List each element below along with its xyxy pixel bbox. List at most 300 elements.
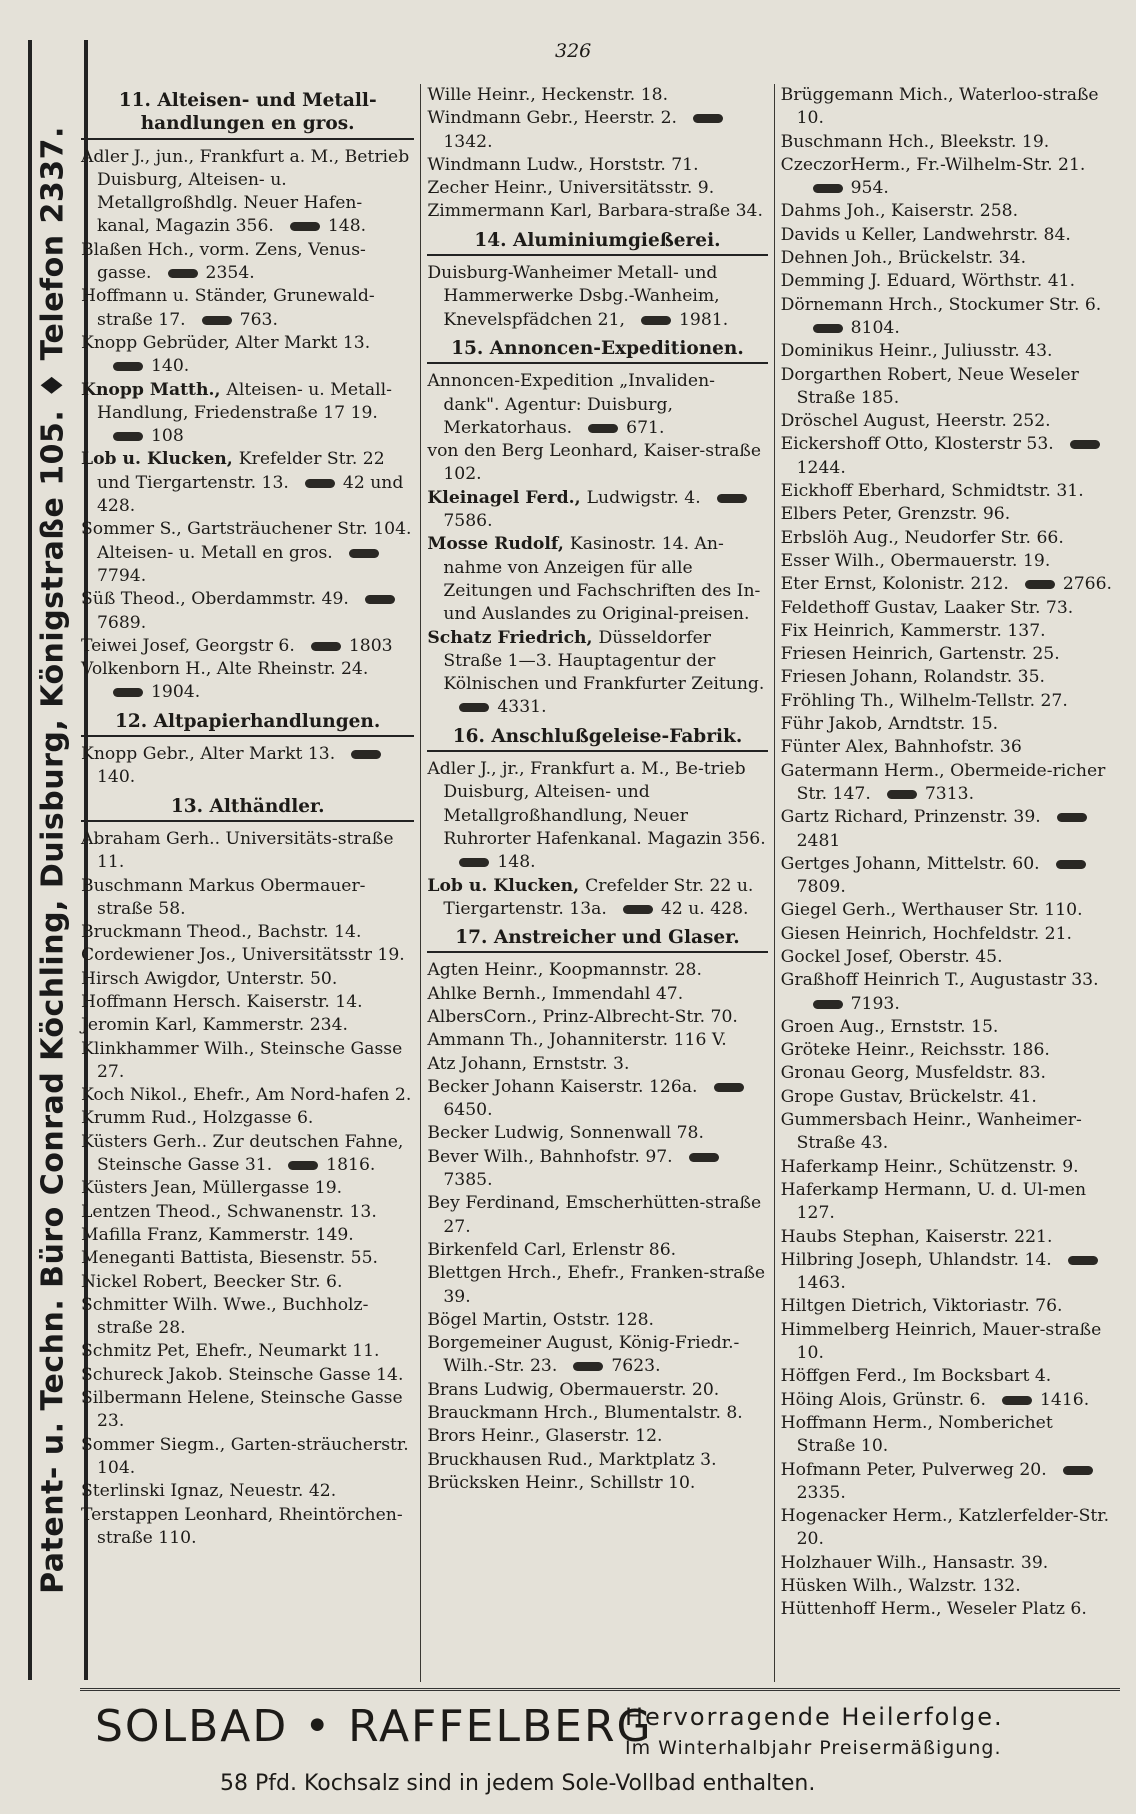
entry-text: Duisburg-Wanheimer Metall- und Hammerwerke Dsbg.-Wanheim, Knevelspfädchen 21, — [427, 263, 720, 330]
telephone-number: 140. — [97, 767, 136, 788]
directory-entry — [81, 1201, 414, 1224]
directory-entry — [427, 959, 767, 982]
directory-entry — [81, 635, 414, 658]
section-heading-line: 16. Anschlußgeleise-Fabrik. — [452, 725, 743, 747]
telephone-number: 2481 — [796, 830, 841, 851]
section-heading-line: 17. Anstreicher und Glaser. — [455, 927, 740, 949]
entry-text: Führ Jakob, Arndtstr. 15. — [780, 714, 999, 735]
directory-entry — [427, 1379, 767, 1402]
directory-entry — [81, 1480, 414, 1503]
directory-entry — [81, 1038, 414, 1085]
directory-entry — [427, 1425, 767, 1448]
directory-entry — [781, 760, 1114, 807]
entry-text: Friesen Johann, Rolandstr. 35. — [780, 667, 1045, 688]
directory-entry — [81, 1084, 414, 1107]
telephone-icon — [288, 1161, 318, 1170]
telephone-icon — [693, 114, 723, 123]
telephone-icon — [588, 424, 618, 433]
telephone-icon — [641, 316, 671, 325]
entry-text: Ludwigstr. 4. — [586, 487, 701, 508]
entry-text: Meneganti Battista, Biesenstr. 55. — [81, 1248, 378, 1269]
directory-entry — [427, 487, 767, 534]
directory-entry — [81, 944, 414, 967]
directory-entry — [781, 84, 1114, 131]
entry-text: Bögel Martin, Oststr. 128. — [427, 1309, 655, 1330]
entry-text: Krefelder Str. 22 und Tiergartenstr. 13. — [97, 449, 385, 493]
directory-entry — [81, 285, 414, 332]
directory-entry — [81, 1107, 414, 1130]
footer-subline: Im Winterhalbjahr Preisermäßigung. — [625, 1737, 1002, 1759]
entry-text: Graßhoff Heinrich T., Augustastr 33. — [780, 970, 1099, 991]
directory-entry — [781, 224, 1114, 247]
entry-text: Bruckhausen Rud., Marktplatz 3. — [427, 1449, 717, 1470]
telephone-icon — [1002, 1396, 1032, 1405]
directory-entry — [427, 1449, 767, 1472]
directory-entry — [781, 1226, 1114, 1249]
telephone-icon — [459, 703, 489, 712]
directory-entry — [781, 247, 1114, 270]
entry-text: Blaßen Hch., vorm. Zens, Venus-gasse. — [81, 239, 366, 284]
entry-text: Wille Heinr., Heckenstr. 18. — [427, 85, 669, 105]
entry-text: Hoffmann Hersch. Kaiserstr. 14. — [81, 991, 363, 1012]
entry-text: Cordewiener Jos., Universitätsstr 19. — [81, 945, 405, 966]
entry-text: Hüttenhoff Herm., Weseler Platz 6. — [780, 1599, 1087, 1620]
entry-text: Haferkamp Heinr., Schützenstr. 9. — [780, 1156, 1079, 1177]
directory-entry — [81, 921, 414, 944]
entry-text: Schmitter Wilh. Wwe., Buchholz-straße 28. — [81, 1294, 369, 1339]
section-heading — [427, 722, 767, 752]
entry-text: Schmitz Pet, Ehefr., Neumarkt 11. — [81, 1341, 380, 1362]
telephone-icon — [887, 790, 917, 799]
telephone-icon — [202, 316, 232, 325]
entry-text: Sommer Siegm., Garten-sträucherstr. 104. — [81, 1434, 409, 1478]
entry-text: Gartz Richard, Prinzenstr. 39. — [780, 807, 1041, 828]
entry-text: CzeczorHerm., Fr.-Wilhelm-Str. 21. — [780, 154, 1086, 175]
directory-entry — [781, 527, 1114, 550]
telephone-number: 1463. — [796, 1273, 846, 1294]
column-2 — [421, 84, 774, 1682]
entry-text: Krumm Rud., Holzgasse 6. — [81, 1108, 314, 1129]
entry-text: Dominikus Heinr., Juliusstr. 43. — [780, 341, 1053, 362]
telephone-number: 2335. — [796, 1482, 846, 1503]
telephone-number: 42 u. 428. — [660, 898, 749, 919]
telephone-number: 1244. — [796, 457, 846, 478]
directory-entry — [781, 1319, 1114, 1366]
entry-text: Borgemeiner August, König-Friedr.-Wilh.-Str. 23. — [427, 1333, 740, 1377]
telephone-icon — [1025, 580, 1055, 589]
telephone-number: 1904. — [151, 682, 201, 703]
directory-entry — [781, 573, 1114, 596]
page-number: 326 — [555, 40, 592, 62]
section-heading-line: handlungen en gros. — [140, 113, 355, 135]
directory-entry — [781, 690, 1114, 713]
entry-text: Demming J. Eduard, Wörthstr. 41. — [780, 271, 1076, 292]
telephone-icon — [813, 324, 843, 333]
entry-text: Becker Ludwig, Sonnenwall 78. — [427, 1123, 704, 1144]
entry-text: Ahlke Bernh., Immendahl 47. — [427, 983, 684, 1004]
entry-text: Teiwei Josef, Georgstr 6. — [81, 635, 295, 656]
directory-entry — [427, 983, 767, 1006]
telephone-icon — [813, 184, 843, 193]
directory-entry — [81, 588, 414, 635]
directory-entry — [781, 666, 1114, 689]
entry-text: Brors Heinr., Glaserstr. 12. — [427, 1426, 663, 1447]
telephone-number: 1816. — [326, 1155, 376, 1176]
entry-text: Küsters Jean, Müllergasse 19. — [81, 1178, 343, 1199]
directory-entry — [81, 1504, 414, 1551]
telephone-number: 6450. — [443, 1100, 493, 1121]
entry-text: Buschmann Hch., Bleekstr. 19. — [780, 131, 1050, 152]
telephone-number: 7623. — [611, 1356, 661, 1377]
directory-entry — [81, 332, 414, 379]
entry-text: Windmann Ludw., Horststr. 71. — [427, 154, 699, 175]
entry-text: Eickershoff Otto, Klosterstr 53. — [780, 434, 1054, 455]
telephone-number: 7689. — [97, 612, 147, 633]
telephone-icon — [168, 269, 198, 278]
footer-note: 58 Pfd. Kochsalz sind in jedem Sole-Vollbad enthalten. — [220, 1771, 816, 1796]
directory-entry — [81, 1294, 414, 1341]
directory-entry — [781, 364, 1114, 411]
entry-text: Knopp Gebrüder, Alter Markt 13. — [81, 332, 371, 353]
directory-entry — [427, 1053, 767, 1076]
telephone-number: 4331. — [497, 697, 547, 718]
telephone-icon — [717, 494, 747, 503]
entry-text: Volkenborn H., Alte Rheinstr. 24. — [81, 659, 369, 680]
entry-text: Groen Aug., Ernststr. 15. — [780, 1016, 999, 1037]
directory-entry — [81, 239, 414, 286]
directory-entry — [781, 1086, 1114, 1109]
entry-text: Davids u Keller, Landwehrstr. 84. — [780, 224, 1071, 245]
entry-text: Esser Wilh., Obermauerstr. 19. — [780, 550, 1051, 571]
entry-text: Eickhoff Eberhard, Schmidtstr. 31. — [780, 481, 1084, 502]
entry-text: Höffgen Ferd., Im Bocksbart 4. — [780, 1366, 1052, 1387]
footer-advertisement — [80, 1688, 1120, 1811]
entry-name-bold: Kleinagel Ferd., — [427, 487, 587, 508]
entry-text: Klinkhammer Wilh., Steinsche Gasse 27. — [81, 1038, 403, 1082]
directory-entry — [781, 1598, 1114, 1621]
directory-entry — [781, 597, 1114, 620]
entry-text: Giesen Heinrich, Hochfeldstr. 21. — [780, 923, 1072, 944]
telephone-number: 108 — [151, 426, 184, 447]
directory-entry — [781, 154, 1114, 201]
directory-entry — [781, 923, 1114, 946]
entry-text: Adler J., jr., Frankfurt a. M., Be-trieb Duisburg, Alteisen- und Metallgroßhandlung, Neuer Ruhrorter Hafenkanal. Magazin 356. — [427, 759, 766, 849]
telephone-number: 954. — [850, 178, 889, 199]
entry-text: Agten Heinr., Koopmannstr. 28. — [427, 960, 702, 981]
directory-entry — [81, 1271, 414, 1294]
directory-entry — [427, 154, 767, 177]
directory-entry — [427, 84, 767, 107]
telephone-icon — [623, 905, 653, 914]
telephone-icon — [689, 1153, 719, 1162]
directory-entry — [781, 1179, 1114, 1226]
directory-entry — [427, 1122, 767, 1145]
telephone-icon — [349, 549, 379, 558]
telephone-number: 671. — [626, 417, 665, 438]
telephone-number: 7313. — [924, 783, 975, 804]
footer-headline: Hervorragende Heilerfolge. — [625, 1703, 1004, 1731]
directory-entry — [781, 620, 1114, 643]
footer-brand: SOLBAD • RAFFELBERG — [95, 1701, 653, 1752]
side-rule — [28, 40, 32, 1680]
telephone-number: 7809. — [796, 877, 846, 898]
telephone-number: 2766. — [1062, 574, 1113, 595]
entry-text: Kasinostr. 14. An-nahme von Anzeigen für alle Zeitungen und Fachschriften des In- und Auslandes zu Original-preisen. — [443, 534, 761, 625]
directory-columns — [75, 84, 1120, 1682]
directory-entry — [781, 853, 1114, 900]
telephone-number: 8104. — [850, 317, 900, 338]
directory-entry — [781, 736, 1114, 759]
entry-text: Giegel Gerh., Werthauser Str. 110. — [780, 900, 1083, 921]
entry-text: Küsters Gerh.. Zur deutschen Fahne, Steinsche Gasse 31. — [81, 1131, 404, 1176]
telephone-icon — [714, 1083, 744, 1092]
entry-text: Fix Heinrich, Kammerstr. 137. — [780, 620, 1046, 641]
entry-text: Dahms Joh., Kaiserstr. 258. — [780, 201, 1019, 222]
entry-text: Gummersbach Heinr., Wanheimer-Straße 43. — [780, 1110, 1082, 1154]
entry-text: Gatermann Herm., Obermeide-richer Str. 147. — [780, 760, 1106, 804]
directory-entry — [781, 550, 1114, 573]
directory-entry — [427, 177, 767, 200]
telephone-icon — [573, 1362, 603, 1371]
entry-text: Brans Ludwig, Obermauerstr. 20. — [427, 1379, 720, 1400]
telephone-number: 148. — [327, 216, 367, 237]
telephone-icon — [1057, 813, 1087, 822]
entry-text: Hiltgen Dietrich, Viktoriastr. 76. — [780, 1296, 1063, 1317]
telephone-number: 2354. — [205, 263, 255, 284]
directory-entry — [781, 410, 1114, 433]
section-heading — [427, 923, 767, 953]
telephone-number: 7193. — [850, 993, 900, 1014]
directory-entry — [81, 743, 414, 790]
side-advertisement-text: Patent- u. Techn. Büro Conrad Köchling, Duisburg, Königstraße 105. ♦ Telefon 2337. — [35, 126, 71, 1594]
directory-entry — [81, 875, 414, 922]
directory-entry — [427, 370, 767, 440]
directory-entry — [81, 1247, 414, 1270]
entry-text: Knopp Gebr., Alter Markt 13. — [81, 744, 336, 765]
directory-entry — [81, 1224, 414, 1247]
entry-text: Silbermann Helene, Steinsche Gasse 23. — [81, 1388, 403, 1432]
entry-text: Adler J., jun., Frankfurt a. M., Betrieb Duisburg, Alteisen- u. Metallgroßhdlg. Neuer Hafen-kanal, Magazin 356. — [81, 146, 410, 237]
directory-entry — [781, 1552, 1114, 1575]
directory-entry — [781, 643, 1114, 666]
directory-entry — [781, 1249, 1114, 1296]
directory-entry — [427, 1006, 767, 1029]
section-heading — [81, 707, 414, 737]
entry-name-bold: Mosse Rudolf, — [427, 534, 570, 555]
directory-entry — [427, 107, 767, 154]
directory-entry — [81, 1364, 414, 1387]
entry-name-bold: Knopp Matth., — [81, 379, 227, 400]
entry-text: Crefelder Str. 22 u. Tiergartenstr. 13a. — [443, 875, 754, 919]
entry-text: Sterlinski Ignaz, Neuestr. 42. — [81, 1481, 337, 1502]
entry-text: Zecher Heinr., Universitätsstr. 9. — [427, 178, 715, 199]
directory-entry — [427, 1402, 767, 1425]
directory-entry — [427, 1262, 767, 1309]
section-heading-line: 14. Aluminiumgießerei. — [474, 229, 721, 251]
directory-entry — [781, 480, 1114, 503]
telephone-icon — [113, 432, 143, 441]
directory-entry — [781, 1575, 1114, 1598]
entry-text: Erbslöh Aug., Neudorfer Str. 66. — [780, 527, 1064, 548]
entry-text: Nickel Robert, Beecker Str. 6. — [81, 1271, 343, 1292]
entry-text: Friesen Heinrich, Gartenstr. 25. — [780, 644, 1060, 665]
section-heading-line: 12. Altpapierhandlungen. — [115, 710, 381, 732]
entry-text: Windmann Gebr., Heerstr. 2. — [427, 108, 677, 129]
directory-entry — [781, 294, 1114, 341]
telephone-icon — [1070, 440, 1100, 449]
telephone-icon — [351, 750, 381, 759]
directory-entry — [81, 379, 414, 449]
directory-entry — [781, 1156, 1114, 1179]
telephone-icon — [113, 688, 143, 697]
entry-text: Haubs Stephan, Kaiserstr. 221. — [780, 1226, 1053, 1247]
entry-text: Schureck Jakob. Steinsche Gasse 14. — [81, 1364, 404, 1385]
telephone-icon — [459, 858, 489, 867]
section-heading — [427, 226, 767, 256]
entry-text: Dörnemann Hrch., Stockumer Str. 6. — [780, 294, 1102, 315]
telephone-number: 7586. — [443, 511, 493, 532]
directory-entry — [81, 518, 414, 588]
directory-entry — [427, 1239, 767, 1262]
entry-name-bold: Lob u. Klucken, — [81, 449, 239, 470]
entry-text: Hirsch Awigdor, Unterstr. 50. — [81, 968, 338, 989]
entry-text: Sommer S., Gartsträuchener Str. 104. Alteisen- u. Metall en gros. — [81, 519, 412, 563]
directory-entry — [81, 1434, 414, 1481]
entry-text: Atz Johann, Ernststr. 3. — [427, 1053, 630, 1074]
telephone-number: 1803 — [348, 635, 393, 656]
directory-entry — [427, 1472, 767, 1495]
directory-entry — [81, 991, 414, 1014]
entry-text: Haferkamp Hermann, U. d. Ul-men 127. — [780, 1179, 1087, 1224]
section-heading-line: 11. Alteisen- und Metall- — [118, 90, 377, 111]
entry-name-bold: Lob u. Klucken, — [427, 875, 586, 896]
column-3 — [775, 84, 1120, 1682]
telephone-icon — [113, 362, 143, 371]
directory-entry — [781, 270, 1114, 293]
directory-entry — [781, 131, 1114, 154]
telephone-icon — [1056, 860, 1086, 869]
directory-entry — [427, 200, 767, 223]
directory-entry — [781, 1062, 1114, 1085]
entry-text: Holzhauer Wilh., Hansastr. 39. — [780, 1552, 1049, 1573]
directory-entry — [427, 1192, 767, 1239]
directory-entry — [781, 1016, 1114, 1039]
entry-text: Alteisen- u. Metall-Handlung, Friedenstraße 17 19. — [97, 379, 392, 423]
entry-text: Grope Gustav, Brückelstr. 41. — [780, 1086, 1037, 1107]
entry-text: Mafilla Franz, Kammerstr. 149. — [81, 1224, 354, 1245]
directory-entry — [81, 658, 414, 705]
telephone-number: 763. — [239, 309, 278, 330]
directory-entry — [427, 1332, 767, 1379]
directory-entry — [781, 1412, 1114, 1459]
telephone-number: 7385. — [443, 1170, 493, 1191]
entry-text: Dorgarthen Robert, Neue Weseler Straße 185. — [780, 364, 1079, 408]
telephone-icon — [365, 595, 395, 604]
entry-text: Hogenacker Herm., Katzlerfelder-Str. 20. — [780, 1506, 1110, 1550]
directory-entry — [81, 448, 414, 518]
directory-entry — [781, 1389, 1114, 1412]
entry-text: Annoncen-Expedition „Invaliden-dank". Agentur: Duisburg, Merkatorhaus. — [427, 371, 715, 438]
directory-entry — [81, 1340, 414, 1363]
directory-entry — [427, 533, 767, 626]
entry-text: Zimmermann Karl, Barbara-straße 34. — [427, 201, 763, 222]
entry-text: Fünter Alex, Bahnhofstr. 36 — [780, 737, 1022, 758]
directory-entry — [427, 758, 767, 874]
directory-entry — [781, 1039, 1114, 1062]
column-1 — [75, 84, 421, 1682]
section-heading — [427, 334, 767, 364]
directory-entry — [427, 1029, 767, 1052]
entry-text: Brauckmann Hrch., Blumentalstr. 8. — [427, 1403, 743, 1424]
entry-text: Fröhling Th., Wilhelm-Tellstr. 27. — [780, 690, 1068, 711]
directory-entry — [81, 1387, 414, 1434]
telephone-icon — [311, 642, 341, 651]
section-heading-line: 13. Althändler. — [170, 795, 325, 817]
directory-entry — [781, 1295, 1114, 1318]
directory-entry — [427, 262, 767, 332]
entry-text: Düsseldorfer Straße 1—3. Hauptagentur der Kölnischen und Frankfurter Zeitung. — [443, 627, 765, 695]
entry-text: Himmelberg Heinrich, Mauer-straße 10. — [780, 1319, 1102, 1364]
telephone-icon — [1068, 1256, 1098, 1265]
entry-text: AlbersCorn., Prinz-Albrecht-Str. 70. — [427, 1006, 738, 1027]
directory-entry — [427, 627, 767, 720]
directory-entry — [781, 340, 1114, 363]
entry-text: Hoffmann u. Ständer, Grunewald-straße 17. — [81, 286, 375, 330]
entry-text: Brücksken Heinr., Schillstr 10. — [427, 1472, 696, 1493]
entry-text: Bever Wilh., Bahnhofstr. 97. — [427, 1146, 673, 1167]
entry-text: Dröschel August, Heerstr. 252. — [780, 411, 1051, 432]
directory-entry — [427, 440, 767, 487]
entry-text: Buschmann Markus Obermauer-straße 58. — [81, 875, 366, 919]
telephone-icon — [813, 1000, 843, 1009]
directory-entry — [781, 1109, 1114, 1156]
entry-text: Hofmann Peter, Pulverweg 20. — [780, 1459, 1047, 1480]
directory-entry — [81, 828, 414, 875]
entry-text: Terstappen Leonhard, Rheintörchen-straße 110. — [81, 1504, 403, 1548]
entry-text: Blettgen Hrch., Ehefr., Franken-straße 39. — [427, 1263, 766, 1307]
entry-text: Jeromin Karl, Kammerstr. 234. — [81, 1015, 349, 1036]
directory-entry — [427, 1076, 767, 1123]
telephone-number: 1342. — [443, 131, 493, 152]
section-heading-line: 15. Annoncen-Expeditionen. — [451, 337, 744, 359]
directory-entry — [81, 1177, 414, 1200]
directory-entry — [781, 899, 1114, 922]
directory-entry — [781, 433, 1114, 480]
entry-text: Abraham Gerh.. Universitäts-straße 11. — [81, 828, 394, 873]
directory-entry — [781, 806, 1114, 853]
directory-entry — [781, 503, 1114, 526]
entry-text: Hoffmann Herm., Nomberichet Straße 10. — [780, 1412, 1053, 1457]
directory-entry — [781, 1505, 1114, 1552]
entry-text: Bruckmann Theod., Bachstr. 14. — [81, 922, 362, 943]
entry-text: Gockel Josef, Oberstr. 45. — [780, 946, 1003, 967]
entry-text: von den Berg Leonhard, Kaiser-straße 102. — [427, 441, 762, 485]
directory-entry — [81, 968, 414, 991]
entry-text: Ammann Th., Johanniterstr. 116 V. — [427, 1030, 727, 1051]
telephone-number: 1981. — [679, 309, 729, 330]
telephone-number: 148. — [497, 852, 536, 873]
entry-text: Hüsken Wilh., Walzstr. 132. — [780, 1576, 1021, 1596]
directory-entry — [781, 969, 1114, 1016]
entry-text: Gertges Johann, Mittelstr. 60. — [780, 853, 1040, 874]
telephone-number: 140. — [151, 356, 190, 377]
directory-entry — [427, 875, 767, 922]
directory-entry — [427, 1146, 767, 1193]
entry-text: Süß Theod., Oberdammstr. 49. — [81, 589, 349, 610]
telephone-icon — [305, 479, 335, 488]
entry-text: Lentzen Theod., Schwanenstr. 13. — [81, 1201, 377, 1222]
entry-text: Becker Johann Kaiserstr. 126a. — [427, 1076, 698, 1097]
